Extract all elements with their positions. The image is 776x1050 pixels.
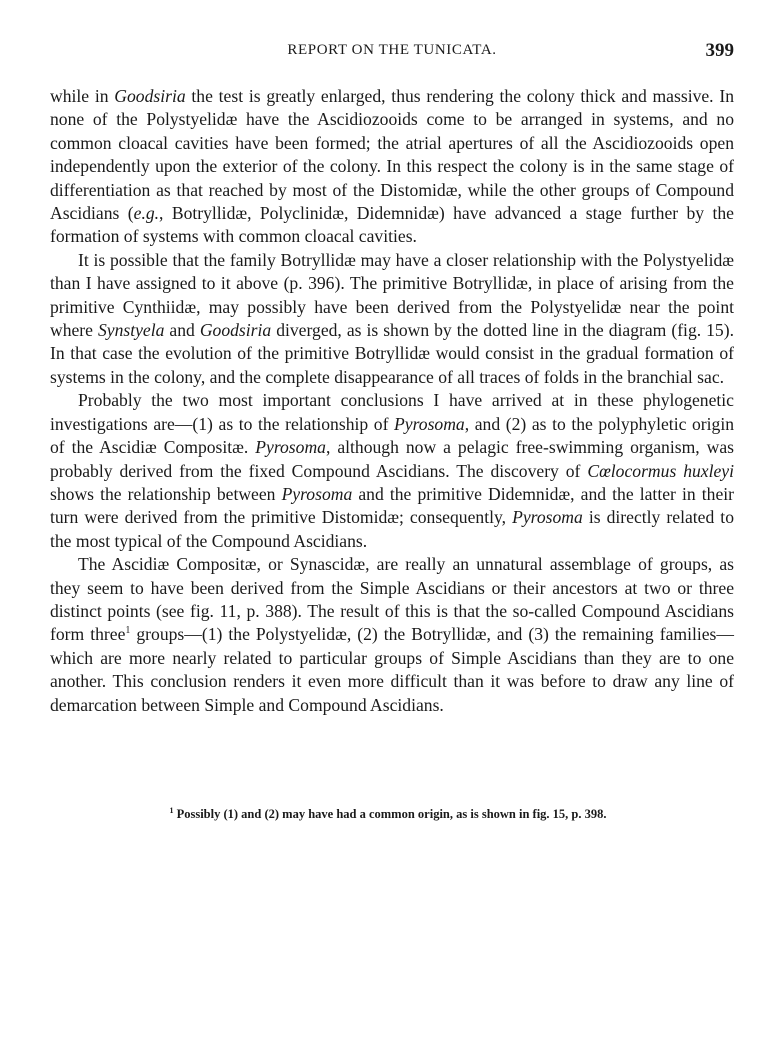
footnote — [0, 806, 776, 822]
text-run: The Ascidiæ Compositæ, or Synascidæ, are really an unnatural assemblage of groups, as they seem to have been derived from the Simple Ascidians or their ancestors at two or three distinct points (see fig. 11, p. 388). The result of this is that the so-called Compound Ascidians form three — [50, 554, 734, 645]
italic-term: e.g. — [133, 203, 160, 224]
running-title: REPORT ON THE TUNICATA. — [287, 42, 497, 58]
italic-term: Cœlocormus huxleyi — [587, 460, 734, 481]
footnote-text: Possibly (1) and (2) may have had a common origin, as is shown in fig. 15, p. 398. — [176, 807, 607, 821]
text-run: , and (2) as to the polyphyletic origin of the Ascidiæ Compositæ. — [50, 413, 735, 458]
text-run: groups—(1) the Polystyelidæ, (2) the Botryllidæ, and (3) the remaining families—which are more nearly related to particular groups of Simple Ascidians than they are to one another. This conclusion renders it even more difficult than it was before to draw any line of demarcation between Simple and Compound Ascidians. — [50, 624, 734, 715]
text-run: and the primitive Didemnidæ, and the latter in their turn were derived from the primitive Distomidæ; consequently, — [50, 483, 734, 528]
italic-term: Goodsiria — [114, 86, 186, 106]
italic-term: Pyrosoma — [512, 507, 583, 528]
text-run: shows the relationship between — [50, 483, 282, 504]
paragraph-ascidiae-compositae — [50, 553, 734, 717]
text-run: is directly related to the most typical of the Compound Ascidians. — [50, 507, 734, 551]
text-run: and — [164, 320, 200, 341]
page-number: 399 — [705, 40, 734, 61]
italic-term: Pyrosoma — [255, 437, 326, 458]
text-run: , Botryllidæ, Polyclinidæ, Didemnidæ) have advanced a stage further by the formation of systems with common cloacal cavities. — [50, 203, 734, 247]
paragraph-botryllidae-relationship — [50, 249, 734, 389]
text-run: It is possible that the family Botryllidæ may have a closer relationship with the Polystyelidæ than I have assigned to it above (p. 396). The primitive Botryllidæ, in place of arising from the primitive Cynthiidæ, may possibly have been derived from the Polystyelidæ near the point where — [50, 249, 734, 341]
text-run: while in — [50, 86, 115, 106]
italic-term: Synstyela — [97, 320, 165, 341]
text-run: Probably the two most important conclusions I have arrived at in these phylogenetic investigations are—(1) as to the relationship of — [50, 390, 734, 434]
footnote-marker: 1 — [169, 806, 174, 815]
footnote-reference: 1 — [125, 625, 131, 637]
body-text — [50, 85, 734, 717]
paragraph-phylogenetic-conclusions — [50, 389, 734, 553]
paragraph-continuation — [50, 85, 734, 249]
page-header — [50, 42, 734, 64]
italic-term: Pyrosoma — [281, 483, 353, 504]
text-run: diverged, as is shown by the dotted line in the diagram (fig. 15). In that case the evolution of the primitive Botryllidæ would consist in the gradual formation of systems in the colony, and the complete disappearance of all traces of folds in the branchial sac. — [50, 320, 734, 387]
text-run: , although now a pelagic free-swimming organism, was probably derived from the fixed Compound Ascidians. The discovery of — [50, 437, 734, 481]
text-run: the test is greatly enlarged, thus rendering the colony thick and massive. In none of the Polystyelidæ have the Ascidiozooids come to be arranged in systems, and no common cloacal cavities have been formed; the atrial apertures of all the Ascidiozooids open independently upon the exterior of the colony. In this respect the colony is in the same stage of differentiation as that reached by most of the Distomidæ, while the other groups of Compound Ascidians ( — [50, 86, 734, 224]
italic-term: Goodsiria — [199, 320, 272, 341]
italic-term: Pyrosoma — [394, 413, 465, 434]
